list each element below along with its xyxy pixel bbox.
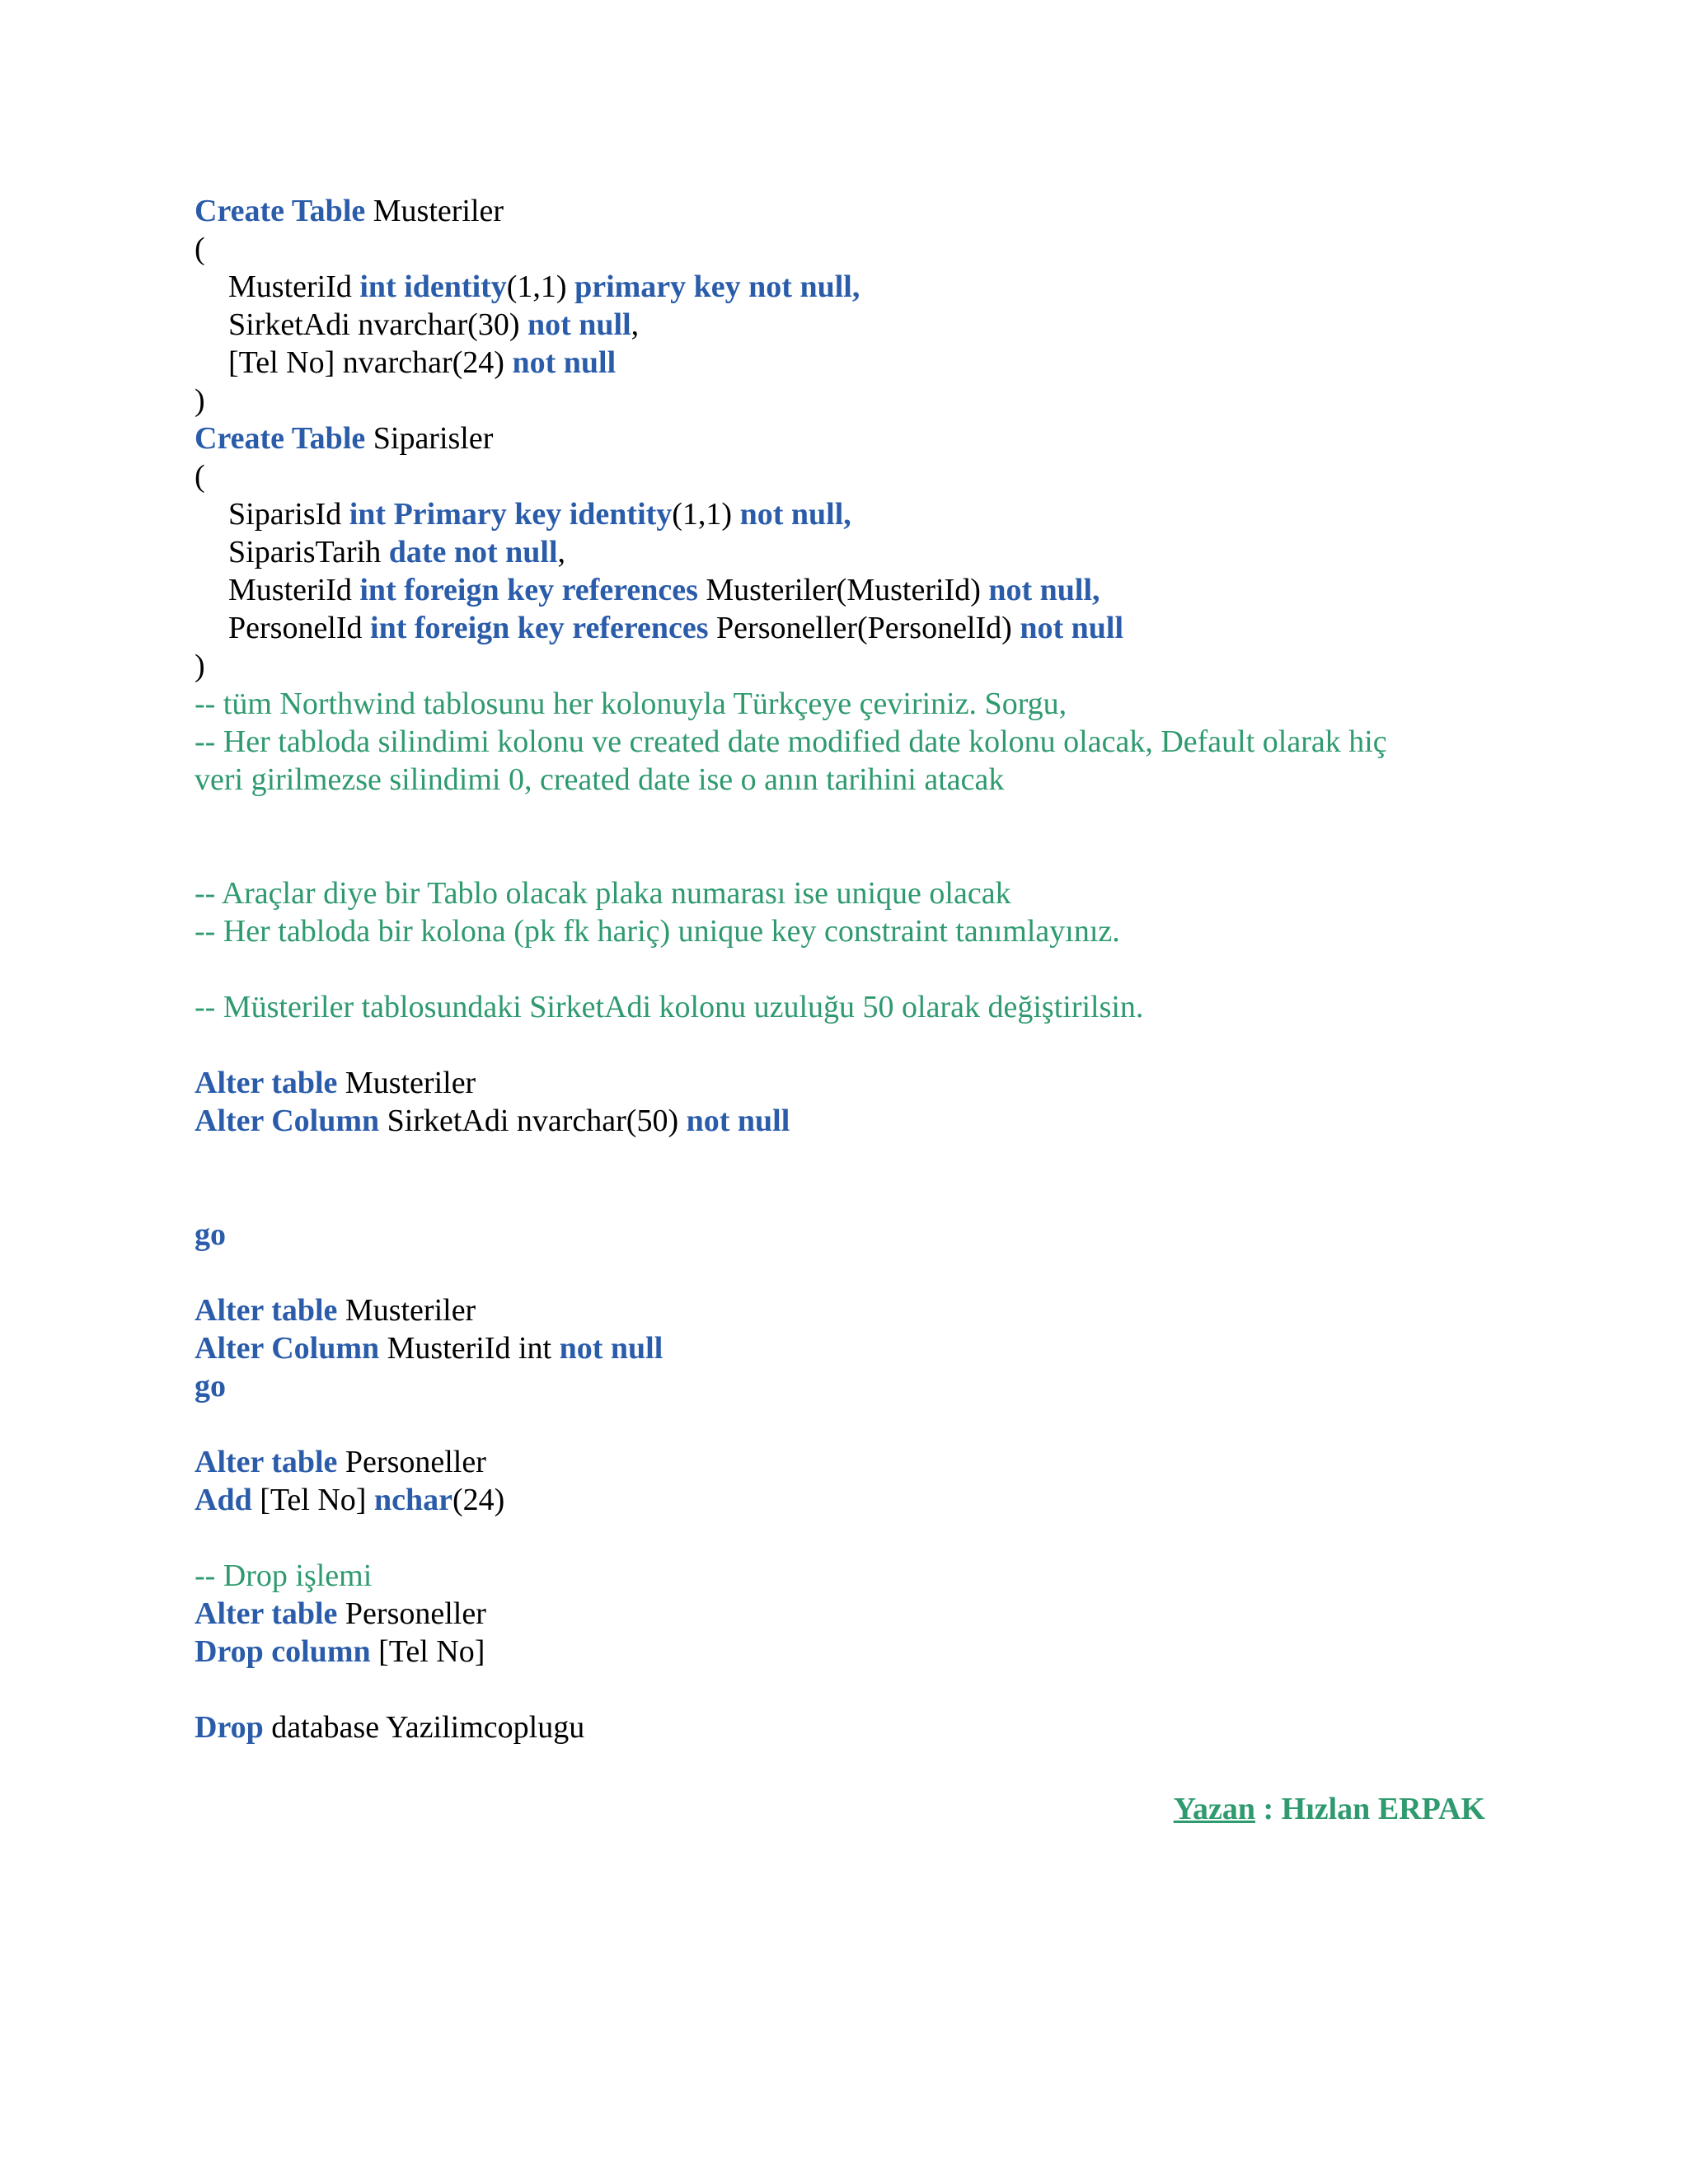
code-text: PersonelId (228, 611, 371, 645)
sql-keyword: Drop column (195, 1634, 371, 1669)
code-line (195, 1064, 1497, 1102)
code-text: (1,1) (506, 269, 575, 304)
code-text: Siparisler (365, 421, 494, 456)
code-line (195, 382, 1497, 419)
code-text: SirketAdi nvarchar(30) (228, 307, 528, 342)
sql-keyword: not null (686, 1104, 790, 1138)
code-line (195, 1329, 1497, 1367)
author-label: Yazan (1173, 1792, 1255, 1826)
sql-keyword: int Primary key identity (349, 497, 673, 532)
code-line (195, 1291, 1497, 1329)
sql-keyword: int identity (359, 269, 507, 304)
code-text: Musteriler (365, 194, 504, 228)
comment-line (195, 761, 1497, 799)
blank-line (195, 1178, 1497, 1216)
code-line (195, 1481, 1497, 1519)
sql-keyword: Drop (195, 1710, 264, 1745)
sql-keyword: Alter table (195, 1293, 338, 1328)
comment-text: -- tüm Northwind tablosunu her kolonuyla Türkçeye çeviriniz. Sorgu, (195, 687, 1067, 721)
sql-keyword: not null (1020, 611, 1123, 645)
author-signature (1174, 1790, 1485, 1828)
sql-keyword: go (195, 1369, 226, 1404)
blank-line (195, 837, 1497, 874)
code-text: Personeller (337, 1596, 486, 1631)
code-line (195, 1595, 1497, 1633)
blank-line (195, 1405, 1497, 1443)
code-text: ) (195, 383, 205, 418)
comment-text: veri girilmezse silindimi 0, created date ise o anın tarihini atacak (195, 762, 1005, 797)
code-line (195, 609, 1497, 647)
code-line (195, 1708, 1497, 1746)
blank-line (195, 799, 1497, 837)
comment-line (195, 874, 1497, 912)
code-line (195, 457, 1497, 495)
sql-code-block (195, 192, 1497, 1746)
code-text: MusteriId int (379, 1331, 560, 1366)
code-text: Personeller (337, 1445, 486, 1479)
code-line (195, 1633, 1497, 1671)
sql-keyword: nchar (373, 1483, 452, 1517)
code-text: SiparisTarih (228, 535, 389, 569)
comment-line (195, 988, 1497, 1026)
comment-line (195, 723, 1497, 761)
blank-line (195, 950, 1497, 988)
code-text: ) (195, 649, 205, 683)
sql-keyword: Alter Column (195, 1104, 380, 1138)
code-text: , (631, 307, 640, 342)
sql-keyword: Create Table (195, 194, 366, 228)
code-text: MusteriId (228, 573, 360, 607)
code-line (195, 306, 1497, 344)
blank-line (195, 1026, 1497, 1064)
comment-line (195, 685, 1497, 723)
sql-keyword: primary key not null, (574, 269, 860, 304)
code-line (195, 419, 1497, 457)
code-line (195, 344, 1497, 382)
sql-keyword: int foreign key references (370, 611, 709, 645)
code-text: ( (195, 232, 205, 266)
comment-text: -- Araçlar diye bir Tablo olacak plaka numarası ise unique olacak (195, 876, 1011, 911)
comment-line (195, 1557, 1497, 1595)
comment-text: -- Drop işlemi (195, 1558, 373, 1593)
code-text: [Tel No] (251, 1483, 374, 1517)
blank-line (195, 1671, 1497, 1708)
sql-keyword: Create Table (195, 421, 366, 456)
code-text: [Tel No] nvarchar(24) (228, 345, 513, 380)
code-line (195, 1443, 1497, 1481)
code-text: MusteriId (228, 269, 360, 304)
comment-text: -- Her tabloda silindimi kolonu ve created date modified date kolonu olacak, Default olarak hiç (195, 724, 1387, 759)
code-line (195, 230, 1497, 268)
comment-line (195, 912, 1497, 950)
code-text: Musteriler(MusteriId) (697, 573, 989, 607)
code-line (195, 495, 1497, 533)
sql-keyword: not null, (988, 573, 1100, 607)
sql-keyword: Add (195, 1483, 252, 1517)
author-name: Hızlan ERPAK (1281, 1792, 1485, 1826)
code-line (195, 533, 1497, 571)
code-line (195, 1216, 1497, 1254)
code-line (195, 268, 1497, 306)
comment-text: -- Müsteriler tablosundaki SirketAdi kolonu uzuluğu 50 olarak değiştirilsin. (195, 990, 1144, 1024)
code-text: SirketAdi nvarchar(50) (379, 1104, 687, 1138)
code-text: (1,1) (672, 497, 740, 532)
code-line (195, 1367, 1497, 1405)
sql-keyword: Alter table (195, 1066, 338, 1100)
code-line (195, 647, 1497, 685)
code-text: ( (195, 459, 205, 494)
code-text: Personeller(PersonelId) (708, 611, 1020, 645)
author-separator: : (1254, 1792, 1282, 1826)
sql-keyword: int foreign key references (359, 573, 698, 607)
code-text: , (557, 535, 566, 569)
sql-keyword: not null (559, 1331, 663, 1366)
comment-text: -- Her tabloda bir kolona (pk fk hariç) unique key constraint tanımlayınız. (195, 914, 1120, 949)
sql-keyword: date not null (388, 535, 558, 569)
sql-keyword: Alter table (195, 1445, 338, 1479)
code-text: SiparisId (228, 497, 349, 532)
code-text: [Tel No] (370, 1634, 485, 1669)
code-line (195, 571, 1497, 609)
sql-keyword: not null, (739, 497, 851, 532)
sql-keyword: not null (528, 307, 631, 342)
code-text: Musteriler (337, 1066, 476, 1100)
sql-keyword: Alter table (195, 1596, 338, 1631)
blank-line (195, 1519, 1497, 1557)
code-line (195, 1102, 1497, 1140)
code-line (195, 192, 1497, 230)
code-text: Musteriler (337, 1293, 476, 1328)
blank-line (195, 1254, 1497, 1291)
sql-keyword: Alter Column (195, 1331, 380, 1366)
code-text: (24) (452, 1483, 505, 1517)
blank-line (195, 1140, 1497, 1178)
sql-keyword: not null (512, 345, 617, 380)
sql-keyword: go (195, 1217, 226, 1252)
code-text: database Yazilimcoplugu (263, 1710, 585, 1745)
